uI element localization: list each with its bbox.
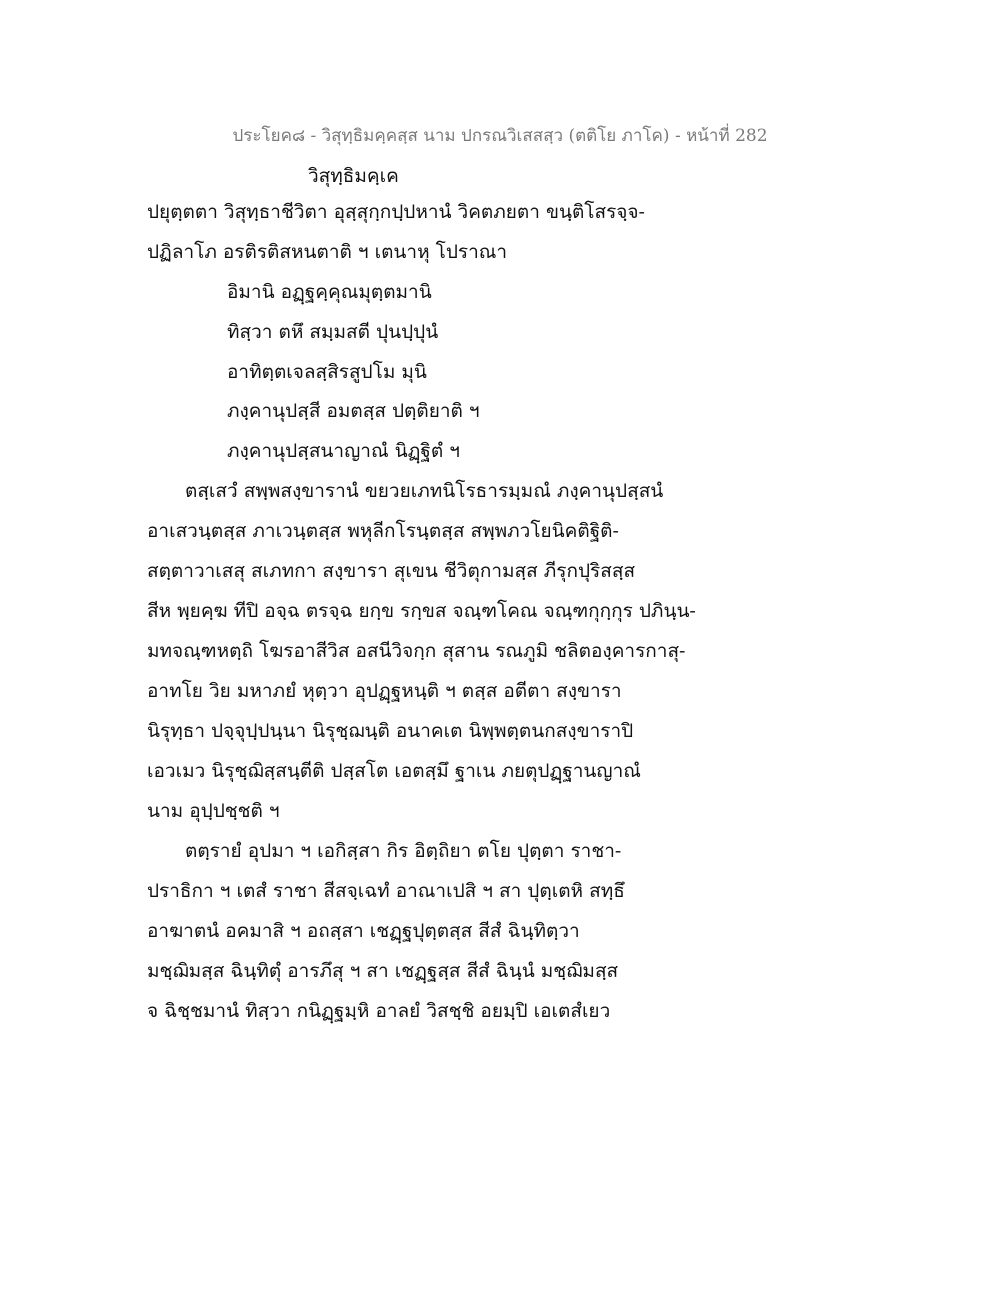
- text-line: นาม อุปฺปชฺชติ ฯ: [147, 800, 280, 822]
- verse-line: ภงฺคานุปสฺสี อมตสฺส ปตฺติยาติ ฯ: [227, 400, 480, 422]
- text-line: สตฺตาวาเสสุ สเภทกา สงฺขารา สุเขน ชีวิตุกามสฺส ภีรุกปุริสสฺส: [147, 560, 636, 582]
- section-title: วิสุทฺธิมคฺเค: [308, 165, 399, 187]
- text-line: สีห พฺยคฺฆ ทีปิ อจฺฉ ตรจฺฉ ยกฺข รกฺขส จณฺฑโคณ จณฺฑกุกฺกุร ปภินฺน-: [147, 600, 696, 622]
- text-line: มทจณฺฑหตฺถิ โฆรอาสีวิส อสนีวิจกฺก สุสาน รณภูมิ ชลิตองฺคารกาสุ-: [147, 640, 686, 662]
- text-line: จ ฉิชฺชมานํ ทิสฺวา กนิฏฺฐมฺหิ อาลยํ วิสชฺชิ อยมฺปิ เอเตสํเยว: [147, 1000, 611, 1022]
- text-line: เอวเมว นิรุชฺฌิสฺสนฺตีติ ปสฺสโต เอตสฺมึ ฐาเน ภยตุปฏฺฐานญาณํ: [147, 760, 641, 782]
- text-line: มชฺฌิมสฺส ฉินฺทิตุํ อารภึสุ ฯ สา เชฏฺฐสฺส สีสํ ฉินฺนํ มชฺฌิมสฺส: [147, 960, 619, 982]
- text-line: นิรุทฺธา ปจฺจุปฺปนฺนา นิรุชฺฌนฺติ อนาคเต นิพฺพตฺตนกสงฺขาราปิ: [147, 720, 634, 742]
- page-header: ประโยค๘ - วิสุทฺธิมคฺคสฺส นาม ปกรณวิเสสสฺว (ตติโย ภาโค) - หน้าที่ 282: [232, 126, 768, 146]
- text-line: ตสฺเสวํ สพฺพสงฺขารานํ ขยวยเภทนิโรธารมฺมณํ ภงฺคานุปสฺสนํ: [185, 480, 664, 502]
- text-line: ปฏิลาโภ อรติรติสหนตาติ ฯ เตนาหุ โปราณา: [147, 241, 508, 263]
- verse-line: อาทิตฺตเจลสฺสิรสูปโม มุนิ: [227, 361, 427, 383]
- text-line: อาเสวนฺตสฺส ภาเวนฺตสฺส พหุลีกโรนฺตสฺส สพฺพภวโยนิคติฐิติ-: [147, 520, 619, 542]
- text-line: ปยุตฺตตา วิสุทฺธาชีวิตา อุสฺสุกฺกปฺปหานํ วิคตภยตา ขนฺติโสรจฺจ-: [147, 201, 645, 223]
- text-line: อาฆาตนํ อคมาสิ ฯ อถสฺสา เชฏฺฐปุตฺตสฺส สีสํ ฉินฺทิตฺวา: [147, 920, 580, 942]
- verse-line: ทิสฺวา ตหึ สมฺมสตี ปุนปฺปุนํ: [227, 321, 439, 343]
- text-line: อาทโย วิย มหาภยํ หุตฺวา อุปฏฺฐหนฺติ ฯ ตสฺส อตีตา สงฺขารา: [147, 680, 622, 702]
- verse-line: อิมานิ อฏฺฐคฺคุณมุตฺตมานิ: [227, 281, 432, 303]
- text-line: ตตฺรายํ อุปมา ฯ เอกิสฺสา กิร อิตฺถิยา ตโย ปุตฺตา ราชา-: [185, 840, 622, 862]
- text-line: ปราธิกา ฯ เตสํ ราชา สีสจฺเฉทํ อาณาเปสิ ฯ สา ปุตฺเตหิ สทฺธึ: [147, 880, 625, 902]
- verse-line: ภงฺคานุปสฺสนาญาณํ นิฏฺฐิตํ ฯ: [227, 440, 460, 462]
